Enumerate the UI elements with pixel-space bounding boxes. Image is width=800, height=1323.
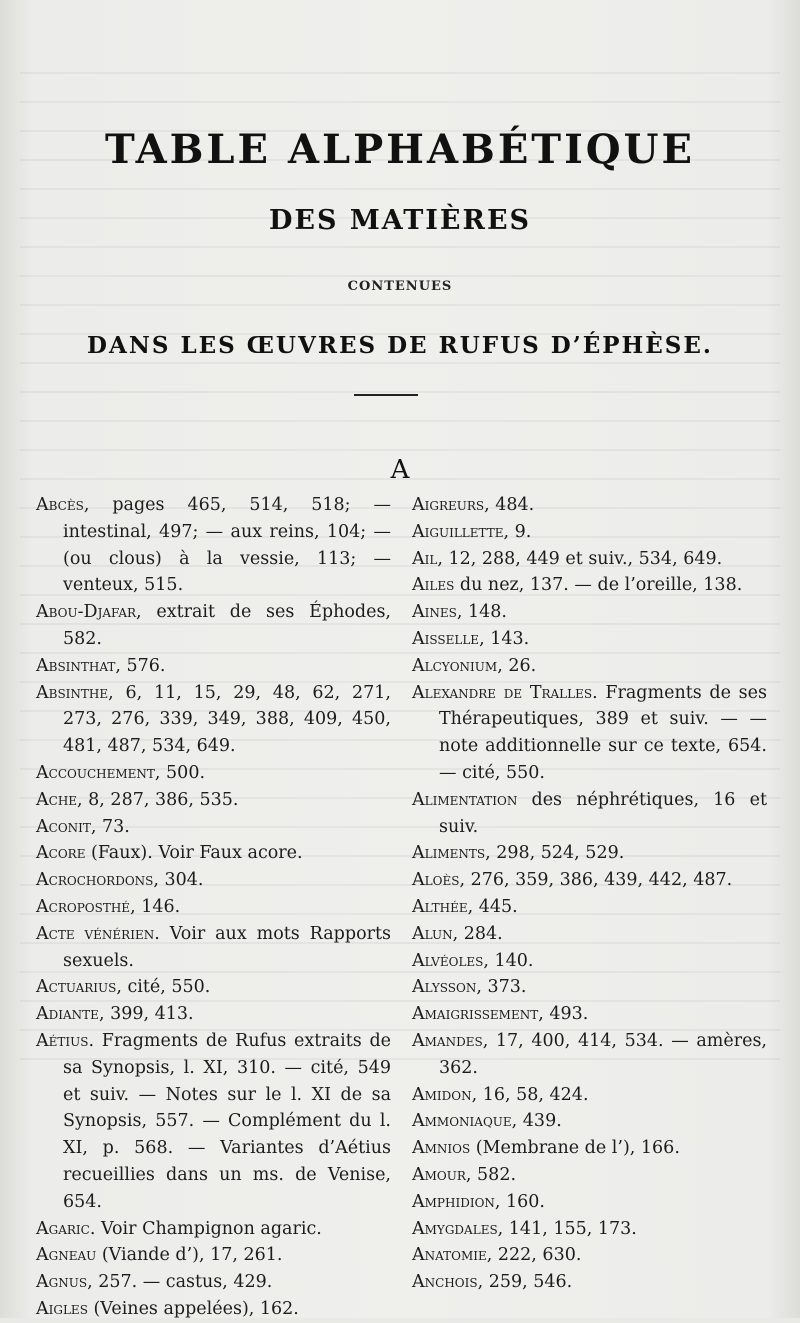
index-references: , 500. (154, 762, 206, 783)
index-term: Ammoniaque (412, 1111, 512, 1132)
index-term: Anchois (412, 1272, 478, 1293)
index-entry (412, 840, 767, 867)
index-term: Ailes (412, 575, 455, 596)
index-references: , 26. (497, 655, 537, 676)
index-references: , 298, 524, 529. (485, 843, 625, 864)
index-entry (412, 1001, 767, 1028)
index-entry (412, 519, 767, 546)
index-references: (Viande d’), 17, 261. (96, 1245, 283, 1266)
index-references: , 160. (494, 1191, 545, 1212)
page-subtitle: DES MATIÈRES (268, 205, 532, 236)
index-term: Amygdales (412, 1218, 498, 1239)
index-entry (412, 1082, 767, 1109)
index-references: , 12, 288, 449 et suiv., 534, 649. (437, 548, 723, 569)
index-term: Amidon (412, 1084, 472, 1105)
index-entry (412, 599, 767, 626)
index-term: Anatomie (412, 1245, 487, 1266)
index-term: Agaric (36, 1218, 90, 1239)
index-column-right (412, 492, 767, 1296)
index-references: , 445. (467, 896, 518, 917)
index-references: , 8, 287, 386, 535. (77, 789, 239, 810)
index-references: , 284. (452, 923, 503, 944)
index-entry (412, 867, 767, 894)
index-references: , 257. — castus, 429. (87, 1272, 273, 1293)
index-term: Ail (412, 548, 438, 569)
index-term: Absinthe (36, 682, 109, 703)
index-references: (Veines appelées), 162. (87, 1298, 299, 1319)
index-references: , 16, 58, 424. (471, 1084, 589, 1105)
index-entry (36, 814, 391, 841)
index-references: , 373. (476, 977, 527, 998)
index-entry (412, 572, 767, 599)
index-entry (36, 599, 391, 653)
title-rule (354, 394, 418, 396)
index-references: , 304. (153, 870, 204, 891)
index-entry (412, 787, 767, 841)
index-term: Absinthat (36, 655, 116, 676)
index-entry (36, 840, 391, 867)
index-term: Aines (412, 602, 457, 623)
index-references: . Fragments de ses Thérapeutiques, 389 et suiv. — — note additionnelle sur ce texte, 654. — cité, 550. (439, 682, 767, 783)
index-references: des néphrétiques, 16 et suiv. (439, 789, 767, 837)
index-column-left (36, 492, 391, 1323)
index-references: , 576. (115, 655, 166, 676)
index-term: Alcyonium (412, 655, 498, 676)
index-references: , 9. (503, 521, 532, 542)
index-term: Acrochordons (36, 870, 154, 891)
page-title: TABLE ALPHABÉTIQUE (104, 126, 695, 173)
index-term: Abou-Djafar (36, 602, 137, 623)
index-entry (412, 626, 767, 653)
index-entry (412, 1135, 767, 1162)
index-term: Ache (36, 789, 78, 810)
index-term: Acroposthé (36, 896, 131, 917)
index-entry (36, 1001, 391, 1028)
index-term: Amphidion (412, 1191, 495, 1212)
index-term: Aétius (36, 1030, 89, 1051)
index-term: Alimentation (412, 789, 518, 810)
contenues-label: CONTENUES (347, 279, 453, 294)
index-entry (36, 1216, 391, 1243)
index-references: , 146. (130, 896, 181, 917)
index-term: Althée (412, 896, 468, 917)
index-references: , 493. (538, 1004, 589, 1025)
index-references: . Voir Champignon agaric. (89, 1218, 322, 1239)
index-term: Alysson (412, 977, 477, 998)
index-term: Amaigrissement (412, 1004, 539, 1025)
index-term: Alun (412, 923, 453, 944)
index-entry (412, 1162, 767, 1189)
index-references: , 143. (479, 628, 530, 649)
index-references: . Fragments de Rufus extraits de sa Synopsis, l. XI, 310. — cité, 549 et suiv. — Notes sur le l. XI de sa Synopsis, 557. — Complément du l. XI, p. 568. — Variantes d’Aétius recueillies dans un ms. de Venise, 654. (63, 1030, 391, 1212)
index-references: (Membrane de l’), 166. (470, 1138, 680, 1159)
index-entry (412, 1269, 767, 1296)
index-entry (412, 974, 767, 1001)
index-term: Aigreurs (412, 495, 485, 515)
index-references: , 148. (456, 602, 507, 623)
index-term: Amour (412, 1164, 466, 1185)
index-entry (36, 653, 391, 680)
index-entry (36, 921, 391, 975)
index-term: Amandes (412, 1030, 483, 1051)
index-entry (412, 680, 767, 787)
index-entry (412, 948, 767, 975)
index-references: , 6, 11, 15, 29, 48, 62, 271, 273, 276, 339, 349, 388, 409, 450, 481, 487, 534, 649. (63, 682, 391, 757)
index-references: , 17, 400, 414, 534. — amères, 362. (439, 1030, 767, 1078)
index-references: , extrait de ses Éphodes, 582. (63, 602, 391, 649)
index-term: Amnios (412, 1138, 471, 1159)
index-term: Aliments (412, 843, 486, 864)
index-entry (412, 1242, 767, 1269)
index-term: Alexandre de Tralles (412, 682, 593, 703)
index-term: Accouchement (36, 762, 155, 783)
index-references: , pages 465, 514, 518; — intestinal, 497; — aux reins, 104; — (ou clous) à la vessie, 113; — venteux, 515. (63, 495, 391, 596)
index-entry (36, 760, 391, 787)
index-references: , 141, 155, 173. (497, 1218, 637, 1239)
index-term: Aloès (412, 870, 460, 891)
index-references: du nez, 137. — de l’oreille, 138. (454, 575, 743, 596)
index-entry (36, 1269, 391, 1296)
index-references: , 222, 630. (486, 1245, 582, 1266)
index-term: Adiante (36, 1004, 99, 1025)
index-term: Aconit (36, 816, 91, 837)
index-term: Alvéoles (412, 950, 484, 971)
index-references: (Faux). Voir Faux acore. (85, 843, 303, 864)
index-entry (36, 492, 391, 599)
index-references: , 399, 413. (98, 1004, 194, 1025)
index-entry (36, 787, 391, 814)
index-term: Aigles (36, 1298, 88, 1319)
index-entry (412, 1189, 767, 1216)
index-term: Acte vénérien (36, 923, 155, 944)
index-term: Agneau (36, 1245, 97, 1266)
index-entry (36, 894, 391, 921)
index-term: Aisselle (412, 628, 480, 649)
index-entry (412, 1108, 767, 1135)
index-entry (36, 1028, 391, 1216)
index-references: , 484. (484, 495, 535, 515)
index-references: , 73. (90, 816, 130, 837)
index-references: , 140. (483, 950, 534, 971)
index-term: Agnus (36, 1272, 88, 1293)
index-entry (36, 1296, 391, 1323)
index-entry (412, 1216, 767, 1243)
index-entry (412, 546, 767, 573)
index-entry (36, 867, 391, 894)
index-entry (36, 680, 391, 760)
index-references: , 582. (465, 1164, 517, 1185)
index-term: Abcès (36, 495, 84, 515)
section-letter: A (390, 455, 410, 485)
index-references: , 259, 546. (477, 1272, 573, 1293)
index-entry (412, 921, 767, 948)
index-references: , 439. (511, 1111, 562, 1132)
index-references: , cité, 550. (116, 977, 211, 998)
index-entry (36, 1242, 391, 1269)
work-title: DANS LES ŒUVRES DE RUFUS D’ÉPHÈSE. (87, 332, 713, 359)
index-entry (412, 492, 767, 519)
index-entry (36, 974, 391, 1001)
index-term: Acore (36, 843, 86, 864)
index-entry (412, 1028, 767, 1082)
index-term: Aiguillette (412, 521, 504, 542)
index-term: Actuarius (36, 977, 117, 998)
index-entry (412, 894, 767, 921)
index-references: , 276, 359, 386, 439, 442, 487. (459, 870, 733, 891)
index-references: . Voir aux mots Rapports sexuels. (63, 923, 391, 971)
index-entry (412, 653, 767, 680)
